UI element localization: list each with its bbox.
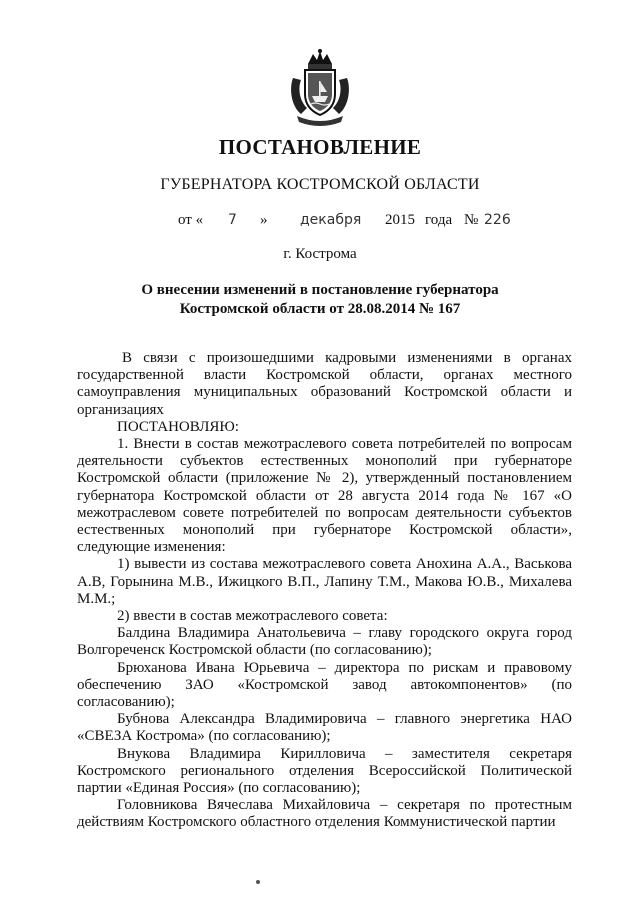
person-paragraph-5: Головникова Вячеслава Михайловича – секретаря по протестным действиям Костромского областного отделения Коммунистической партии (77, 797, 572, 831)
city: г. Кострома (283, 246, 357, 262)
date-prefix: от « (178, 212, 204, 228)
date-day: 7 (228, 212, 237, 228)
date-close-quote: » (260, 212, 268, 228)
document-subject (110, 281, 530, 319)
subitem-2-paragraph: 2) ввести в состав межотраслевого совета: (117, 608, 388, 625)
date-line (0, 212, 640, 232)
date-month: декабря (300, 212, 362, 228)
date-year: 2015 (385, 212, 415, 228)
person-paragraph-1: Балдина Владимира Анатольевича – главу городского округа город Волгореченск Костромской области (по согласованию); (77, 625, 572, 659)
preamble-paragraph: В связи с произошедшими кадровыми изменениями в органах государственной власти Костромской области, органах местного самоуправления муниципальных образований Костромской области и организациях (77, 350, 572, 418)
subitem-1-paragraph: 1) вывести из состава межотраслевого совета Анохина А.А., Васькова А.В, Горынина М.В., Ижицкого В.П., Лапину Т.М., Макова Ю.В., Михалева М.М.; (77, 556, 572, 607)
date-year-word: года (425, 212, 453, 228)
document-number: 226 (484, 212, 511, 228)
number-sign: № (464, 212, 479, 228)
issuer-title: ГУБЕРНАТОРА КОСТРОМСКОЙ ОБЛАСТИ (160, 176, 480, 193)
document-body (77, 350, 572, 832)
decree-word: ПОСТАНОВЛЯЮ: (117, 418, 239, 435)
person-paragraph-3: Бубнова Александра Владимировича – главного энергетика НАО «СВЕЗА Кострома» (по согласованию); (77, 711, 572, 745)
scan-dot (256, 880, 260, 884)
coat-of-arms-icon (287, 48, 353, 126)
document-title: ПОСТАНОВЛЕНИЕ (218, 135, 422, 159)
person-paragraph-4: Внукова Владимира Кирилловича – заместителя секретаря Костромского регионального отделения Всероссийской Политической партии «Единая Россия» (по согласованию); (77, 745, 572, 797)
subject-line-2: Костромской области от 28.08.2014 № 167 (179, 301, 461, 317)
person-paragraph-2: Брюханова Ивана Юрьевича – директора по рискам и правовому обеспечению ЗАО «Костромской завод автокомпонентов» (по согласованию); (77, 659, 572, 711)
item-1-paragraph: 1. Внести в состав межотраслевого совета потребителей по вопросам деятельности субъектов естественных монополий при губернаторе Костромской области (приложение № 2), утвержденный постановлением губернатора Костромской области от 28 августа 2014 года № 167 «О межотраслевом совете потребителей по вопросам деятельности субъектов естественных монополий при губернаторе Костромской области», следующие изменения: (77, 436, 572, 556)
subject-line-1: О внесении изменений в постановление губернатора (141, 282, 499, 298)
